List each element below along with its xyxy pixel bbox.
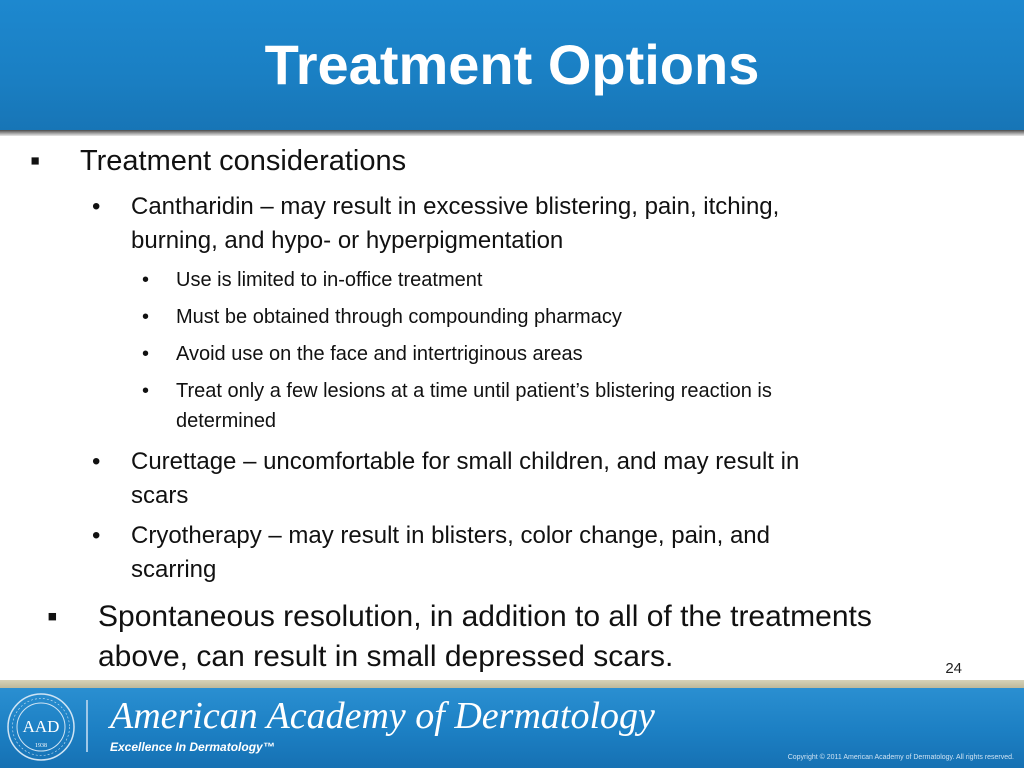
bullet-text-line1: Cryotherapy – may result in blisters, color change, pain, and bbox=[131, 522, 770, 549]
organization-name: American Academy of Dermatology bbox=[110, 695, 655, 737]
bullet-text-line1: Cantharidin – may result in excessive blistering, pain, itching, bbox=[131, 193, 780, 220]
bullet-text-line2: burning, and hypo- or hyperpigmentation bbox=[131, 227, 564, 254]
footer-divider bbox=[86, 700, 88, 752]
round-bullet-icon: • bbox=[142, 380, 150, 402]
bullet-text-line1: Treat only a few lesions at a time until patient’s blistering reaction is bbox=[176, 380, 772, 402]
round-bullet-icon: • bbox=[92, 448, 101, 475]
footer-accent-band bbox=[0, 680, 1024, 688]
round-bullet-icon: • bbox=[92, 193, 101, 220]
round-bullet-icon: • bbox=[142, 343, 150, 365]
organization-tagline: Excellence In Dermatology™ bbox=[110, 740, 275, 754]
round-bullet-icon: • bbox=[142, 269, 150, 291]
bullet-text-line1: Curettage – uncomfortable for small children, and may result in bbox=[131, 448, 800, 475]
slide-title: Treatment Options bbox=[264, 33, 760, 96]
bullet-text: Avoid use on the face and intertriginous areas bbox=[176, 343, 583, 365]
bullet-text-line2: above, can result in small depressed scars. bbox=[98, 640, 674, 673]
round-bullet-icon: • bbox=[142, 306, 150, 328]
bullet-text: Treatment considerations bbox=[80, 145, 407, 177]
page-number: 24 bbox=[945, 660, 962, 677]
slide-footer bbox=[0, 688, 1024, 768]
bullet-text: Must be obtained through compounding pharmacy bbox=[176, 306, 622, 328]
slide-header bbox=[0, 0, 1024, 130]
square-bullet-icon: ▪ bbox=[47, 600, 58, 633]
logo-year: 1938 bbox=[35, 743, 47, 749]
round-bullet-icon: • bbox=[92, 522, 101, 549]
header-shadow bbox=[0, 130, 1024, 136]
bullet-text-line2: scarring bbox=[131, 556, 217, 583]
bullet-text-line2: determined bbox=[176, 410, 277, 432]
copyright-notice: Copyright © 2011 American Academy of Dermatology. All rights reserved. bbox=[787, 754, 1014, 761]
square-bullet-icon: ▪ bbox=[30, 145, 41, 177]
bullet-text-line2: scars bbox=[131, 482, 189, 509]
bullet-text: Use is limited to in-office treatment bbox=[176, 269, 483, 291]
bullet-text-line1: Spontaneous resolution, in addition to all of the treatments bbox=[98, 600, 872, 633]
aad-seal-logo-icon bbox=[6, 692, 76, 762]
logo-text: AAD bbox=[22, 717, 60, 736]
